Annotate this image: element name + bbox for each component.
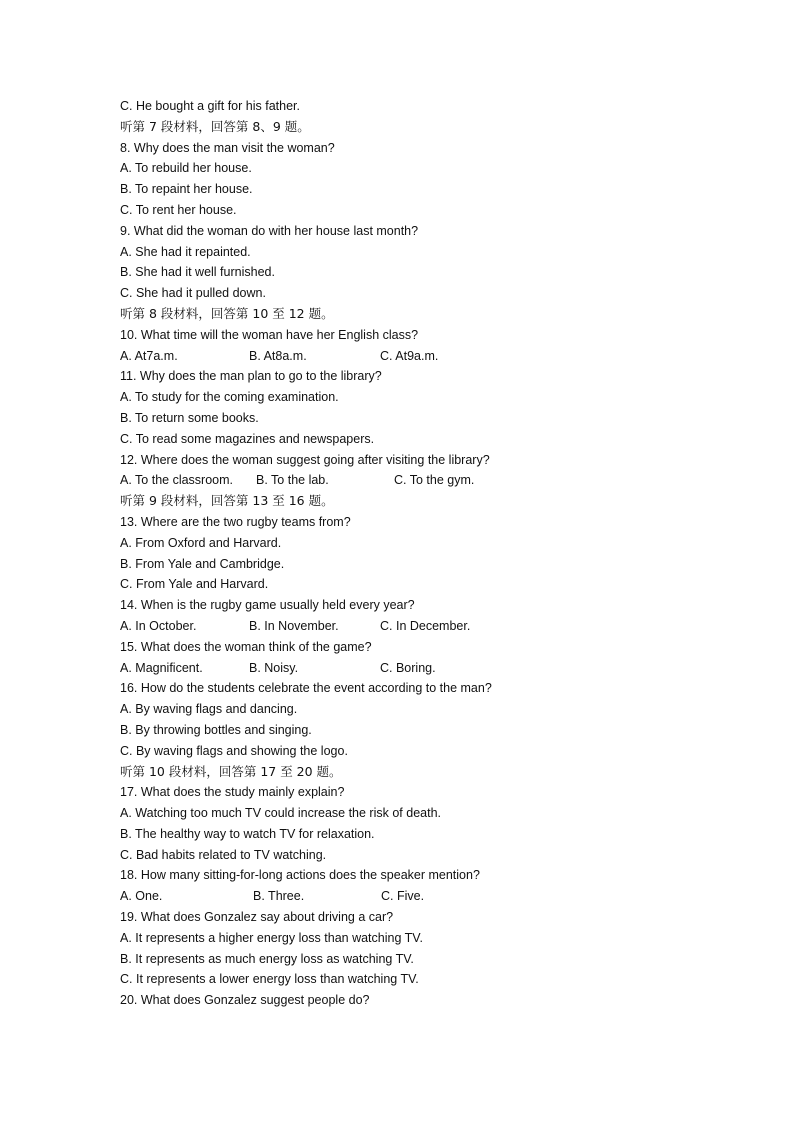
answer-option: B. From Yale and Cambridge. xyxy=(120,556,285,571)
answer-option: B. To the lab. xyxy=(256,473,329,488)
answer-option: B. She had it well furnished. xyxy=(120,265,275,280)
answer-option: C. To read some magazines and newspapers. xyxy=(120,431,375,446)
question: 12. Where does the woman suggest going after visiting the library? xyxy=(120,452,490,467)
section-header: 听第 9 段材料，回答第 13 至 16 题。 xyxy=(120,493,334,509)
answer-option: A. Magnificent. xyxy=(120,660,203,675)
question: 20. What does Gonzalez suggest people do? xyxy=(120,993,370,1008)
answer-option: C. Five. xyxy=(381,889,425,904)
question: 14. When is the rugby game usually held every year? xyxy=(120,598,415,613)
section-header: 听第 7 段材料，回答第 8、9 题。 xyxy=(120,118,310,134)
answer-option: A. Watching too much TV could increase the risk of death. xyxy=(120,806,441,821)
exam-page xyxy=(120,96,720,1011)
question: 18. How many sitting-for-long actions does the speaker mention? xyxy=(120,868,480,883)
answer-option: C. By waving flags and showing the logo. xyxy=(120,743,348,758)
question: 10. What time will the woman have her English class? xyxy=(120,327,419,342)
answer-option: B. The healthy way to watch TV for relaxation. xyxy=(120,826,375,841)
answer-option: B. Three. xyxy=(253,889,305,904)
answer-option: C. In December. xyxy=(380,618,471,633)
answer-option: A. At7a.m. xyxy=(120,348,178,363)
answer-option: A. To study for the coming examination. xyxy=(120,390,339,405)
section-header: 听第 8 段材料，回答第 10 至 12 题。 xyxy=(120,305,334,321)
answer-option: C. He bought a gift for his father. xyxy=(120,99,300,113)
question: 16. How do the students celebrate the event according to the man? xyxy=(120,681,492,696)
answer-options-row xyxy=(120,658,720,679)
question: 15. What does the woman think of the game? xyxy=(120,639,372,654)
answer-option: B. In November. xyxy=(249,618,339,633)
question: 13. Where are the two rugby teams from? xyxy=(120,514,351,529)
answer-option: B. It represents as much energy loss as watching TV. xyxy=(120,951,414,966)
answer-option: B. To repaint her house. xyxy=(120,182,253,197)
answer-option: B. Noisy. xyxy=(249,660,299,675)
answer-option: A. By waving flags and dancing. xyxy=(120,702,298,717)
answer-options-row xyxy=(120,886,720,907)
answer-option: B. At8a.m. xyxy=(249,348,307,363)
answer-option: B. To return some books. xyxy=(120,410,259,425)
answer-option: A. From Oxford and Harvard. xyxy=(120,535,282,550)
answer-option: C. From Yale and Harvard. xyxy=(120,577,269,592)
question: 11. Why does the man plan to go to the library? xyxy=(120,369,382,384)
answer-option: C. Bad habits related to TV watching. xyxy=(120,847,327,862)
answer-option: C. Boring. xyxy=(380,660,436,675)
answer-option: A. In October. xyxy=(120,618,197,633)
answer-option: C. At9a.m. xyxy=(380,348,439,363)
answer-option: A. She had it repainted. xyxy=(120,244,251,259)
question: 19. What does Gonzalez say about driving a car? xyxy=(120,910,394,925)
answer-option: A. To rebuild her house. xyxy=(120,161,252,176)
answer-option: A. It represents a higher energy loss than watching TV. xyxy=(120,930,423,945)
question: 9. What did the woman do with her house last month? xyxy=(120,223,419,238)
answer-option: C. To rent her house. xyxy=(120,202,237,217)
answer-options-row xyxy=(120,616,720,637)
question: 17. What does the study mainly explain? xyxy=(120,785,345,800)
answer-option: A. To the classroom. xyxy=(120,473,234,488)
question: 8. Why does the man visit the woman? xyxy=(120,140,335,155)
answer-option: C. She had it pulled down. xyxy=(120,286,266,301)
answer-option: A. One. xyxy=(120,889,163,904)
answer-option: C. It represents a lower energy loss than watching TV. xyxy=(120,972,419,987)
section-header: 听第 10 段材料，回答第 17 至 20 题。 xyxy=(120,763,342,779)
answer-option: C. To the gym. xyxy=(394,473,475,488)
answer-options-row xyxy=(120,470,720,491)
answer-options-row xyxy=(120,346,720,367)
answer-option: B. By throwing bottles and singing. xyxy=(120,722,312,737)
